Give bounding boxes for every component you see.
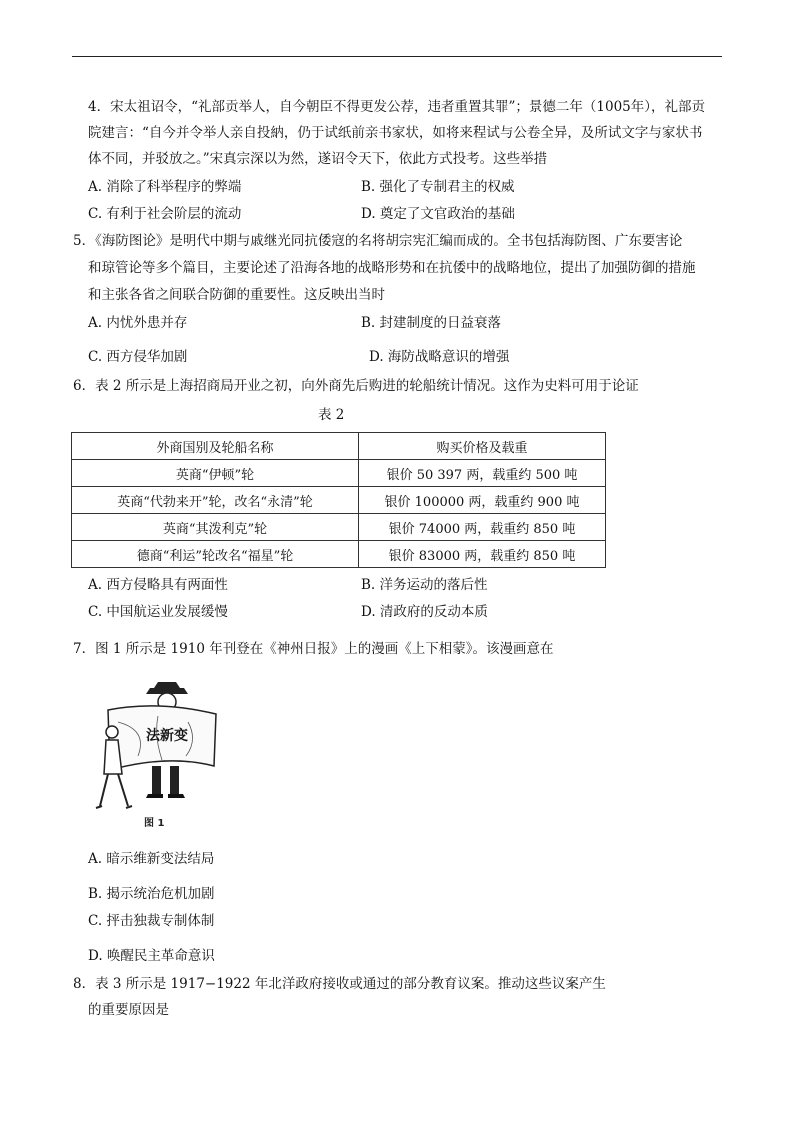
q5-line-1: 5．《海防图论》是明代中期与戚继光同抗倭寇的名将胡宗宪汇编而成的。全书包括海防图、广东要害论 xyxy=(73,233,683,249)
q5-option-a[interactable]: A. 内忧外患并存 xyxy=(88,315,188,331)
header-rule xyxy=(72,56,722,57)
q7-option-d[interactable]: D. 唤醒民主革命意识 xyxy=(88,948,215,964)
q4-line-1: 4．宋太祖诏令，“礼部贡举人，自今朝臣不得更发公荐，违者重置其罪”；景德二年（1005年），礼部贡 xyxy=(88,99,705,115)
q4-option-d[interactable]: D. 奠定了文官政治的基础 xyxy=(361,206,515,222)
q7-option-c[interactable]: C. 抨击独裁专制体制 xyxy=(88,913,215,929)
table-cell: 银价 100000 两，载重约 900 吨 xyxy=(359,487,606,514)
table-row xyxy=(72,487,606,514)
q5-option-d[interactable]: D. 海防战略意识的增强 xyxy=(369,349,510,365)
table-header-cell: 购买价格及载重 xyxy=(359,433,606,460)
cartoon-figure xyxy=(88,670,228,830)
q5-option-c[interactable]: C. 西方侵华加剧 xyxy=(88,349,188,365)
table-cell: 英商“其泼利克”轮 xyxy=(72,514,359,541)
table-row xyxy=(72,460,606,487)
table-cell: 银价 83000 两，载重约 850 吨 xyxy=(359,541,606,568)
q4-option-a[interactable]: A. 消除了科举程序的弊端 xyxy=(88,179,242,195)
figure-caption: 图 1 xyxy=(144,818,165,829)
q4-line-2: 院建言：“自今并令举人亲自投納，仍于试纸前亲书家状，如将来程试与公卷全异，及所试文字与家状书 xyxy=(88,125,703,141)
q4-option-c[interactable]: C. 有利于社会阶层的流动 xyxy=(88,206,242,222)
banner-text: 法新变 xyxy=(146,728,188,744)
table-row xyxy=(72,541,606,568)
q7-line: 7．图 1 所示是 1910 年刊登在《神州日报》上的漫画《上下相蒙》。该漫画意在 xyxy=(73,641,554,657)
q7-option-b[interactable]: B. 揭示统治危机加剧 xyxy=(88,886,215,902)
q8-line-2: 的重要原因是 xyxy=(88,1002,169,1018)
q6-line: 6．表 2 所示是上海招商局开业之初，向外商先后购进的轮船统计情况。这作为史料可用于论证 xyxy=(73,378,639,394)
q7-option-a[interactable]: A. 暗示维新变法结局 xyxy=(88,851,215,867)
table-header-row xyxy=(72,433,606,460)
q6-option-c[interactable]: C. 中国航运业发展缓慢 xyxy=(88,604,228,620)
q6-option-d[interactable]: D. 清政府的反动本质 xyxy=(361,604,488,620)
q8-line-1: 8．表 3 所示是 1917−1922 年北洋政府接收或通过的部分教育议案。推动这些议案产生 xyxy=(73,976,606,992)
table-cell: 英商“伊顿”轮 xyxy=(72,460,359,487)
q5-line-2: 和琼管论等多个篇目，主要论述了沿海各地的战略形势和在抗倭中的战略地位，提出了加强防御的措施 xyxy=(88,260,696,276)
q6-option-b[interactable]: B. 洋务运动的落后性 xyxy=(361,577,488,593)
q6-option-a[interactable]: A. 西方侵略具有两面性 xyxy=(88,577,228,593)
q5-line-3: 和主张各省之间联合防御的重要性。这反映出当时 xyxy=(88,287,385,303)
table-cell: 英商“代勃来开”轮，改名“永清”轮 xyxy=(72,487,359,514)
ship-table xyxy=(71,432,606,568)
q6-table-title: 表 2 xyxy=(318,407,345,423)
q5-option-b[interactable]: B. 封建制度的日益衰落 xyxy=(361,315,502,331)
table-header-cell: 外商国别及轮船名称 xyxy=(72,433,359,460)
table-cell: 银价 74000 两，载重约 850 吨 xyxy=(359,514,606,541)
q4-option-b[interactable]: B. 强化了专制君主的权威 xyxy=(361,179,515,195)
table-cell: 银价 50 397 两，载重约 500 吨 xyxy=(359,460,606,487)
table-cell: 德商“利运”轮改名“福星”轮 xyxy=(72,541,359,568)
table-row xyxy=(72,514,606,541)
q4-line-3: 体不同，并驳放之。”宋真宗深以为然，遂诏令天下，依此方式投考。这些举措 xyxy=(88,151,548,167)
